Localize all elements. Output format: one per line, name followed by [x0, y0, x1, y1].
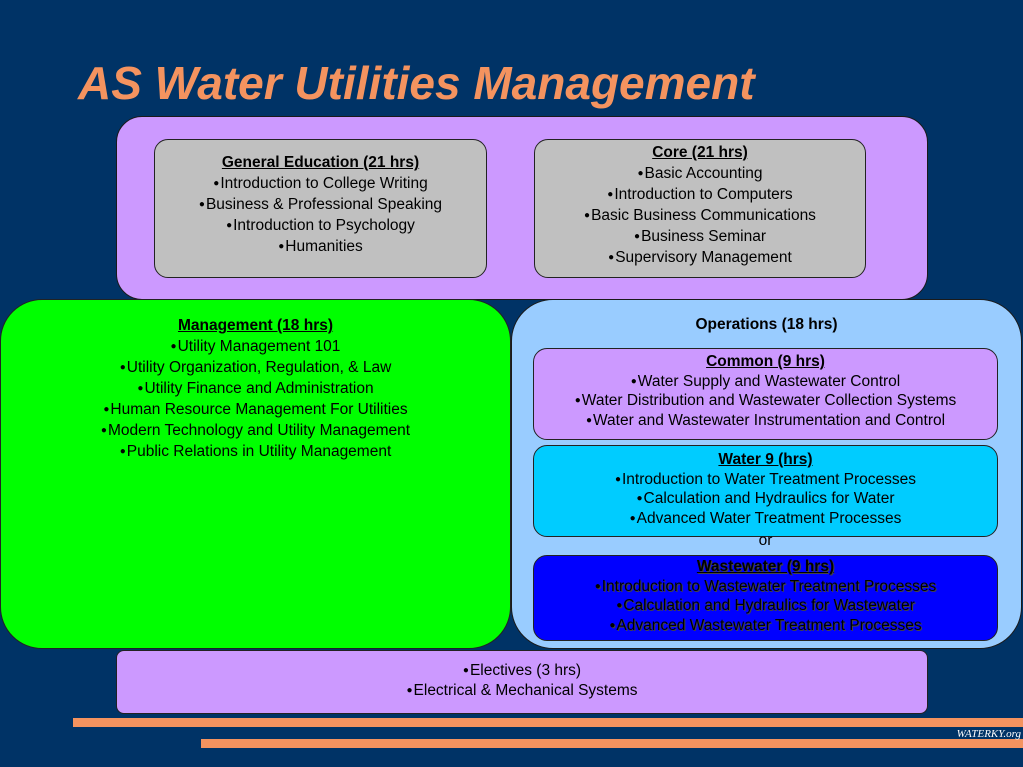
accent-bar-bottom	[201, 739, 1023, 748]
list-item-text: Introduction to Water Treatment Processes	[621, 470, 917, 488]
list-item-text: Calculation and Hydraulics for Wastewater	[623, 597, 915, 614]
list-item	[1, 441, 510, 462]
list-item-text: Utility Management 101	[177, 338, 341, 355]
list-item-text: Utility Finance and Administration	[144, 380, 374, 397]
list-item-text: Introduction to Psychology	[233, 217, 415, 234]
or-text: or	[758, 532, 773, 549]
footer-watermark: WATERKY.org	[956, 728, 1021, 740]
list-item-text: Business Seminar	[641, 228, 766, 245]
water-card	[533, 445, 998, 537]
list-item	[534, 509, 997, 529]
electives-list	[117, 661, 927, 701]
bullet-icon: ●	[616, 600, 623, 611]
list-item-text: Calculation and Hydraulics for Water	[643, 490, 895, 507]
bullet-icon: ●	[608, 252, 615, 263]
list-item	[534, 489, 997, 509]
list-item-text: Electives (3 hrs)	[469, 662, 582, 679]
list-item-text: Public Relations in Utility Management	[126, 443, 392, 460]
wastewater-card	[533, 555, 998, 641]
list-item-text: Advanced Wastewater Treatment Processes	[616, 616, 922, 634]
list-item	[534, 616, 997, 636]
list-item-text: Basic Accounting	[644, 165, 763, 182]
bullet-icon: ●	[198, 199, 205, 210]
list-item	[117, 661, 927, 681]
bullet-icon: ●	[637, 168, 644, 179]
list-item-text: Utility Organization, Regulation, & Law	[126, 359, 392, 376]
bullet-icon: ●	[574, 395, 581, 406]
page-title: AS Water Utilities Management	[78, 57, 755, 109]
list-item	[1, 399, 510, 420]
bullet-icon: ●	[119, 362, 126, 373]
list-item-text: Water Distribution and Wastewater Collection Systems	[581, 392, 957, 409]
bullet-icon: ●	[609, 619, 616, 631]
list-item	[117, 681, 927, 701]
management-heading: Management (18 hrs)	[177, 317, 334, 334]
list-item	[534, 372, 997, 392]
accent-bar-top	[73, 718, 1023, 727]
bullet-icon: ●	[607, 189, 614, 200]
bullet-icon: ●	[594, 580, 601, 592]
list-item	[535, 184, 865, 205]
electives-panel	[116, 650, 928, 714]
core-card	[534, 139, 866, 278]
list-item	[1, 420, 510, 441]
core-heading: Core (21 hrs)	[652, 144, 748, 161]
list-item-text: Introduction to College Writing	[220, 175, 428, 192]
or-label	[533, 530, 998, 550]
list-item	[534, 596, 997, 616]
general-education-heading: General Education (21 hrs)	[221, 154, 420, 171]
list-item-text: Water and Wastewater Instrumentation and Control	[592, 411, 946, 429]
list-item-text: Water Supply and Wastewater Control	[637, 372, 901, 390]
bullet-icon: ●	[462, 665, 469, 676]
bullet-icon: ●	[103, 404, 110, 415]
list-item	[534, 411, 997, 431]
bullet-icon: ●	[278, 241, 285, 252]
list-item-text: Business & Professional Speaking	[205, 196, 443, 213]
bullet-icon: ●	[226, 220, 233, 231]
bullet-icon: ●	[170, 341, 177, 352]
list-item-text: Humanities	[285, 238, 363, 255]
list-item	[534, 391, 997, 411]
list-item-text: Basic Business Communications	[591, 207, 816, 224]
list-item-text: Introduction to Wastewater Treatment Processes	[601, 577, 937, 595]
common-list	[534, 372, 997, 431]
management-list	[1, 336, 510, 462]
list-item	[535, 247, 865, 268]
bullet-icon: ●	[406, 685, 413, 696]
list-item	[155, 215, 486, 236]
list-item	[534, 577, 997, 597]
wastewater-list	[534, 577, 997, 636]
water-heading: Water 9 (hrs)	[718, 451, 813, 468]
operations-heading-text: Operations (18 hrs)	[695, 316, 838, 333]
list-item-text: Modern Technology and Utility Management	[107, 422, 411, 439]
list-item	[534, 470, 997, 490]
list-item	[1, 357, 510, 378]
bullet-icon: ●	[584, 210, 591, 221]
operations-heading	[511, 314, 1022, 336]
bullet-icon: ●	[137, 383, 144, 394]
bullet-icon: ●	[629, 512, 636, 524]
core-list	[535, 163, 865, 268]
management-panel	[0, 299, 511, 649]
common-card	[533, 348, 998, 440]
list-item	[1, 336, 510, 357]
list-item-text: Introduction to Computers	[614, 186, 793, 203]
general-education-card	[154, 139, 487, 278]
wastewater-heading: Wastewater (9 hrs)	[696, 558, 835, 575]
bullet-icon: ●	[630, 375, 637, 387]
bullet-icon: ●	[213, 178, 220, 189]
general-education-list	[155, 173, 486, 257]
list-item	[1, 378, 510, 399]
bullet-icon: ●	[100, 425, 107, 436]
bullet-icon: ●	[585, 414, 592, 426]
water-list	[534, 470, 997, 529]
bullet-icon: ●	[614, 473, 621, 485]
list-item-text: Advanced Water Treatment Processes	[636, 509, 902, 527]
list-item	[155, 173, 486, 194]
bullet-icon: ●	[119, 446, 126, 457]
list-item	[535, 205, 865, 226]
list-item	[155, 236, 486, 257]
list-item-text: Electrical & Mechanical Systems	[413, 682, 638, 699]
common-heading: Common (9 hrs)	[706, 353, 825, 370]
list-item	[535, 163, 865, 184]
bullet-icon: ●	[634, 231, 641, 242]
bullet-icon: ●	[636, 493, 643, 504]
list-item	[155, 194, 486, 215]
list-item	[535, 226, 865, 247]
list-item-text: Human Resource Management For Utilities	[110, 401, 408, 418]
list-item-text: Supervisory Management	[615, 249, 792, 266]
